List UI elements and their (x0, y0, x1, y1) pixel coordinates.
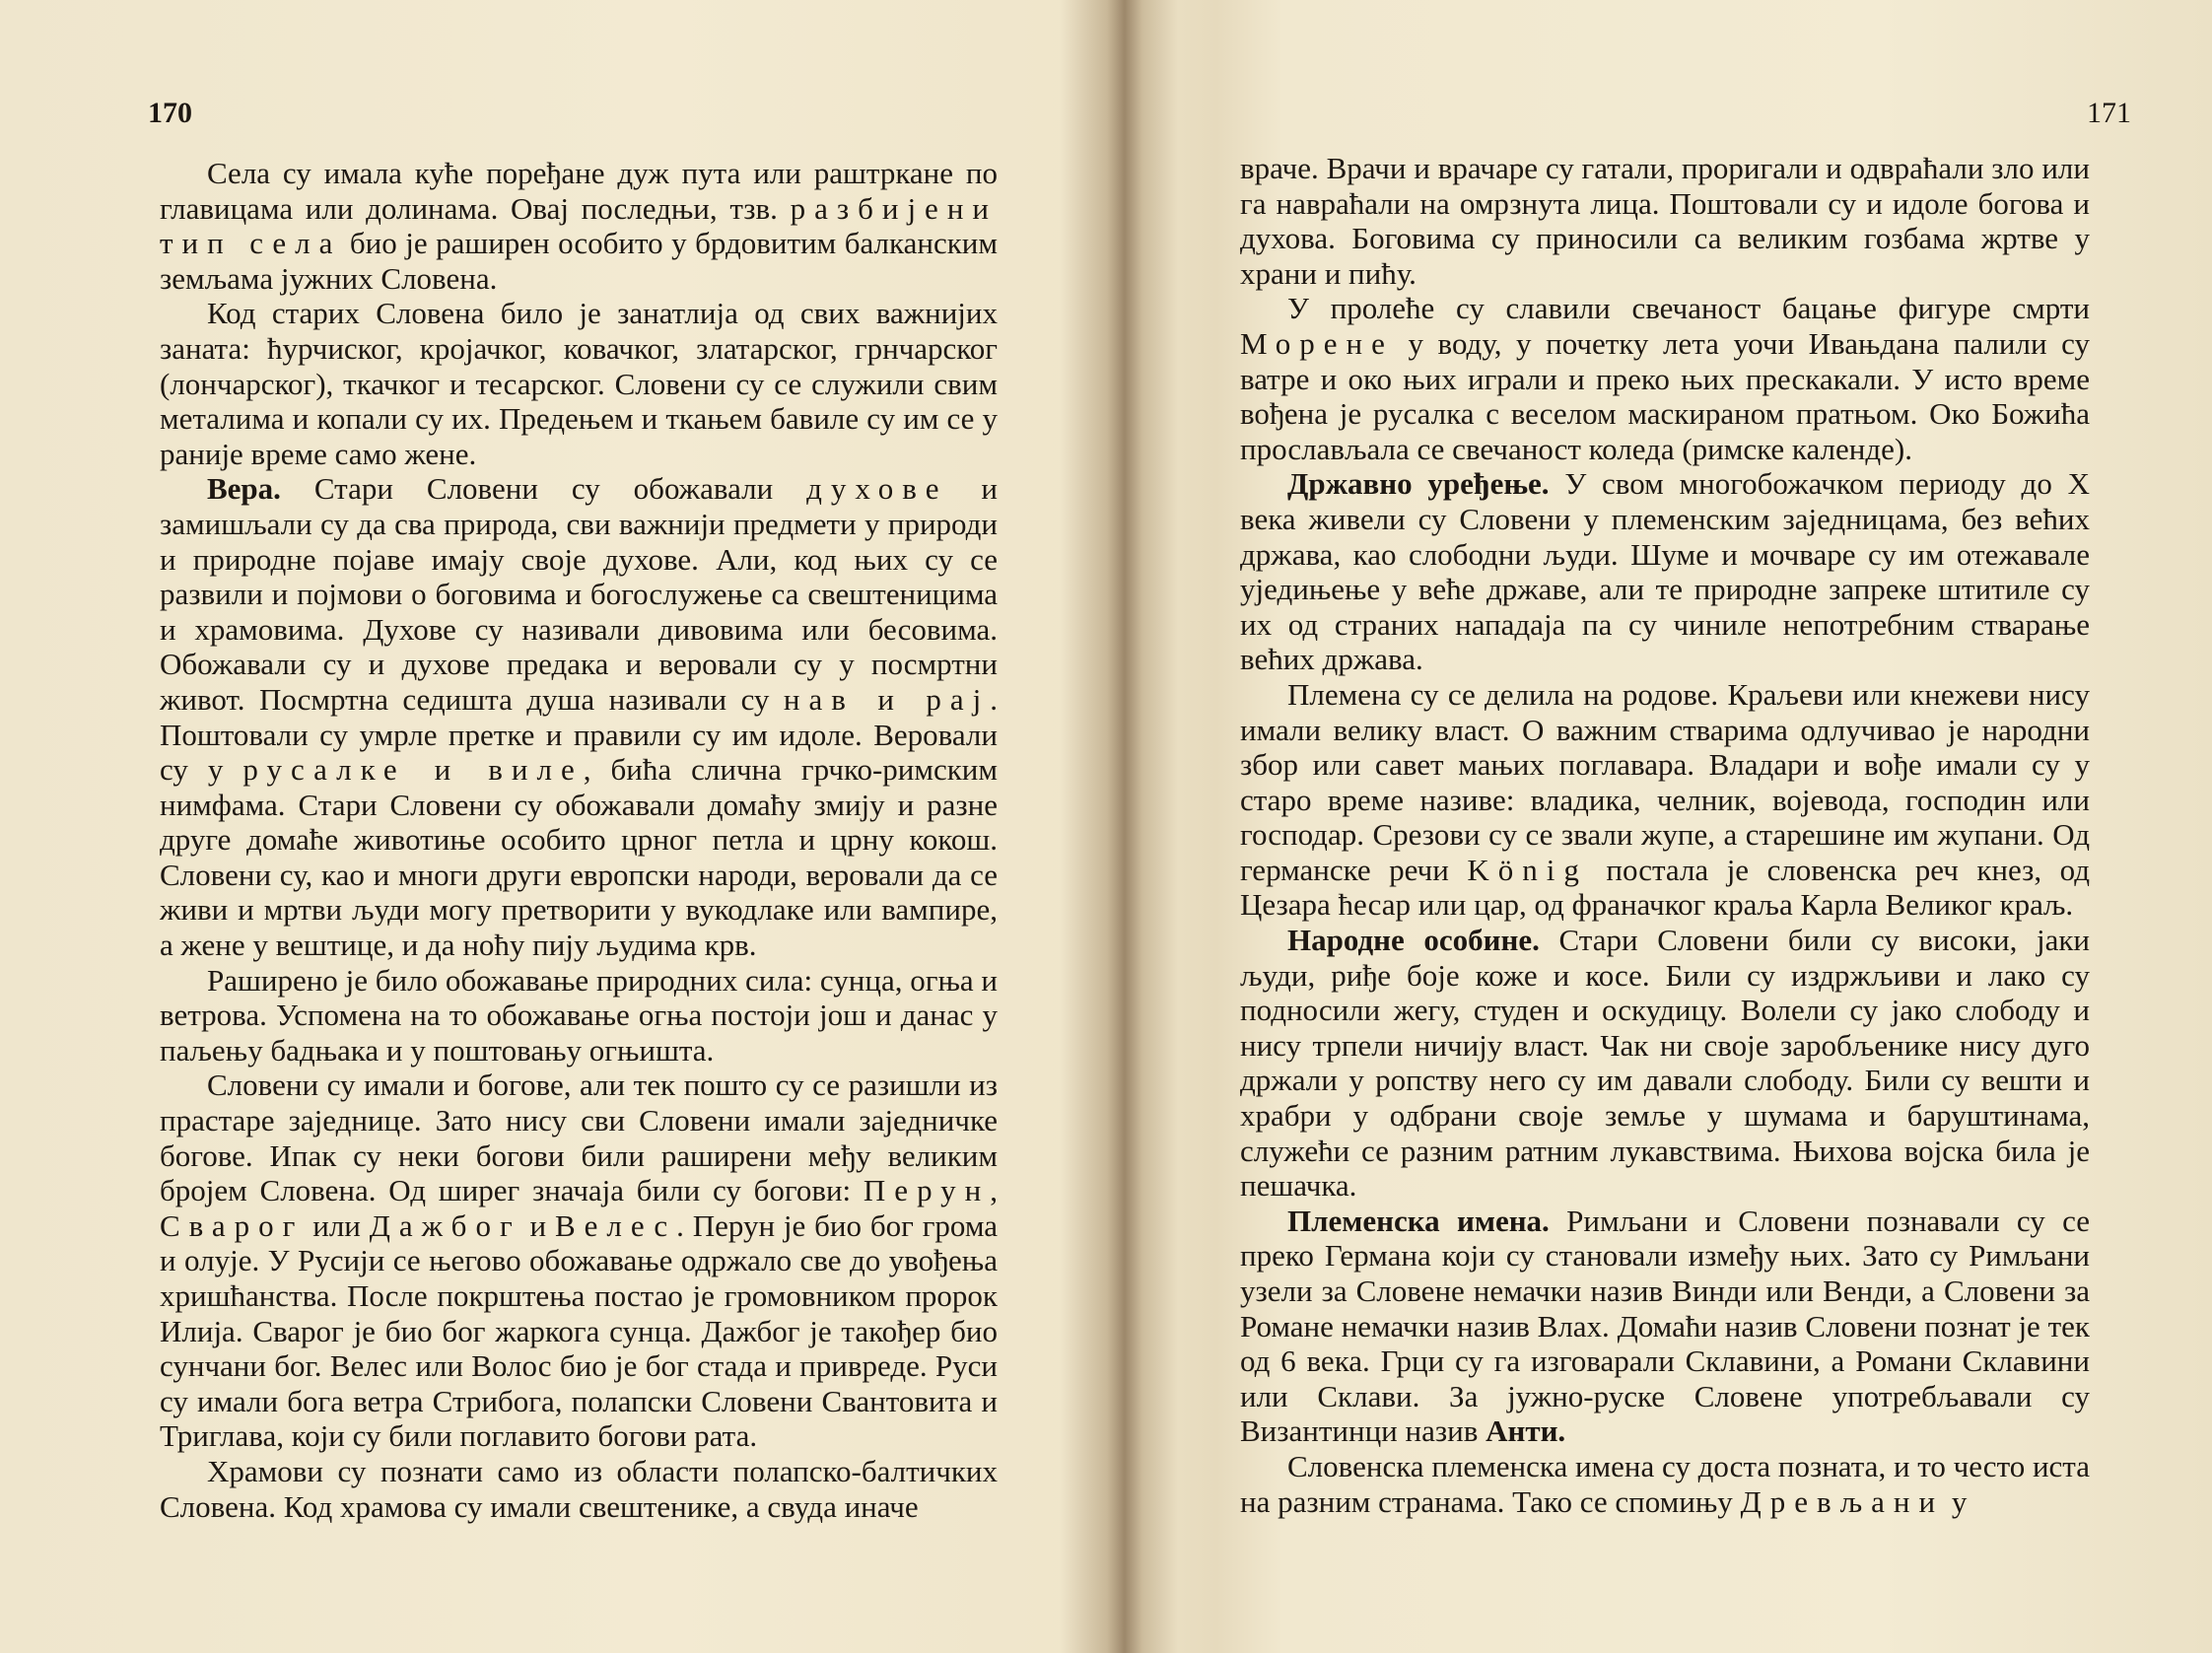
paragraph (1240, 1204, 2090, 1449)
text-run: Код старих Словена било је занатлија од свих важнијих заната: ћурчиског, кројачког, ковачког, златарског, грнчарског (лончарског), ткачког и тесарског. Словени су се служили свим металима и копали су их. Предењем и ткањем бавиле су им се у раније време само жене. (160, 296, 998, 471)
paragraph (160, 296, 998, 471)
text-run: Стари Словени били су високи, јаки људи, риђе боје коже и косе. Били су издржљиви и лако су подносили жегу, студен и оскудицу. Волели су јако слободу и нису трпели ничију власт. Чак ни своје заробљенике нису дуго држали у ропству него су им давали слободу. Били су вешти и храбри у одбрани своје земље у шумама и баруштинама, служећи се разним ратним лукавствима. Њихова војска била је пешачка. (1240, 923, 2090, 1204)
text-run: У свом многобожачком периоду до X века живели су Словени у племенским заједницама, без већих држава, као слободни људи. Шуме и мочваре су им отежавале уједињење у веће државе, али те природне запреке штитиле су их од страних нападаја па су чиниле непотребним стварање већих држава. (1240, 466, 2090, 677)
text-run: Дажбог (369, 1207, 521, 1243)
text-run: Сварог (160, 1207, 305, 1243)
text-run: и (520, 1207, 555, 1243)
page-number: 170 (148, 97, 192, 129)
text-run: Перун (863, 1173, 991, 1208)
text-run: Римљани и Словени познавали су се преко Германа који су становали између њих. Зато су Римљани узели за Словене немачки назив Винди или Венди, а Словени за Романе немачки назив Влах. Домаћи назив Словени познат је тек од 6 века. Грци су га изговарали Склавини, а Романи Склавини или Склави. За јужно-руске Словене употребљавали су Византинци назив (1240, 1203, 2090, 1449)
text-run: враче. Врачи и врачаре су гатали, проригали и одвраћали зло или га навраћали на омрзнута лица. Поштовали су и идоле богова и духова. Боговима су приносили са великим гозбама жртве у храни и пићу. (1240, 151, 2090, 291)
text-run: . Поштовали су умрле претке и правили су им идоле. Веровали су у (160, 681, 998, 788)
section-heading: Вера. (207, 471, 281, 507)
text-run: Храмови су познати само из области полапско-балтичких Словена. Код храмова су имали свештенике, а свуда иначе (160, 1453, 998, 1524)
section-heading: Народне особине. (1287, 923, 1540, 958)
text-run: или (304, 1207, 370, 1243)
text-run: разбијени тип села (160, 190, 998, 261)
paragraph (1240, 466, 2090, 677)
text-run: König (1467, 852, 1588, 887)
text-run: , бића слична грчко-римским нимфама. Стари Словени су обожавали домаћу змију и разне друге домаће животиње особито црног петла и црну кокош. Словени су, као и многи други европски народи, веровали да се живи и мртви људи могу претворити у вукодлаке или вампире, а жене у вештице, и да ноћу пију људима крв. (160, 752, 998, 963)
text-run: У пролеће су славили свечаност бацање фигуре смрти (1287, 291, 2090, 326)
paragraph (1240, 151, 2090, 291)
text-run: духове (806, 471, 948, 507)
paragraph (160, 963, 998, 1068)
text-run: Племена су се делила на родове. Краљеви или кнежеви нису имали велику власт. О важним стварима одлучивао је народни збор или савет мањих поглавара. Владари и вође имали су у старо време називе: владика, челник, војевода, господин или господар. Срезови су се звали жупе, а старешине им жупани. Од германске речи (1240, 676, 2090, 887)
text-run: у (1944, 1483, 1968, 1519)
paragraph (160, 471, 998, 962)
section-heading: Племенска имена. (1287, 1203, 1550, 1238)
text-run: Анти. (1486, 1413, 1566, 1449)
text-run: и замишљали су да сва природа, сви важнији предмети у природи и природне појаве имају своје духове. Али, код њих су се развили и појмови о боговима и богослужење са свештеницима и храмовима. Духове су називали дивовима или бесовима. Обожавали су и духове предака и веровали су у посмртни живот. Посмртна седишта душа називали су (160, 471, 998, 717)
page-number: 171 (2087, 97, 2131, 129)
text-run: Села су имала куће поређане дуж пута или раштркане по главицама или долинама. Овај последњи, тзв. (160, 156, 998, 226)
section-heading: Државно уређење. (1287, 466, 1550, 502)
text-run: Древљани (1740, 1483, 1945, 1519)
paragraph (160, 1454, 998, 1524)
text-run: Стари Словени су обожавали (280, 471, 807, 507)
text-run: у воду, у почетку лета уочи Ивањдана палили су ватре и око њих играли и преко њих прескакали. У исто време вођена је русалка с веселом маскираном пратњом. Око Божића прослављала се свечаност коледа (римске календе). (1240, 325, 2090, 466)
text-run: , (990, 1173, 998, 1208)
paragraph (1240, 1449, 2090, 1519)
page-text (1240, 151, 2090, 1519)
paragraph (1240, 677, 2090, 923)
paragraph (1240, 291, 2090, 466)
text-run: нав и рај (783, 681, 991, 717)
text-run: Словени су имали и богове, али тек пошто су се разишли из прастаре заједнице. Зато нису сви Словени имали заједничке богове. Ипак су неки богови били раширени међу великим бројем Словена. Од ширег значаја били су богови: (160, 1068, 998, 1208)
paragraph (160, 1068, 998, 1454)
text-run: Велес (554, 1207, 677, 1243)
text-run: био је раширен особито у брдовитим балканским земљама јужних Словена. (160, 226, 998, 296)
text-run: постала је словенска реч кнез, од Цезара ћесар или цар, од франачког краља Карла Великог краљ. (1240, 852, 2090, 923)
text-run: Раширено је било обожавање природних сила: сунца, огња и ветрова. Успомена на то обожавање огња постоји још и данас у паљењу бадњака и у поштовању огњишта. (160, 962, 998, 1068)
paragraph (160, 156, 998, 296)
page-text (160, 156, 998, 1524)
text-run: русалке и виле (242, 752, 584, 788)
text-run: Словенска племенска имена су доста позната, и то често иста на разним странама. Тако се спомињу (1240, 1448, 2090, 1519)
paragraph (1240, 923, 2090, 1204)
text-run: Морене (1240, 325, 1394, 361)
text-run: . Перун је био бог грома и олује. У Русији се његово обожавање одржало све до увођења хришћанства. После покрштења постао је громовником пророк Илија. Сварог је био бог жаркога сунца. Дажбог је такођер био сунчани бог. Велес или Волос био је бог стада и привреде. Руси су имали бога ветра Стрибога, полапски Словени Свантовита и Триглава, који су били поглавито богови рата. (160, 1207, 998, 1454)
right-page (1134, 0, 2212, 1653)
